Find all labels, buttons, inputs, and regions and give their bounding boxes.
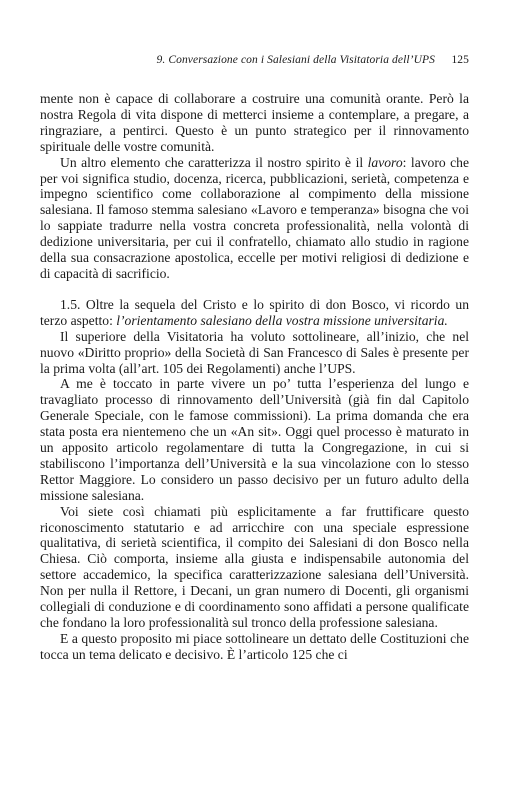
paragraph-text: Un altro elemento che caratterizza il nostro spirito è il — [60, 154, 368, 170]
paragraph-riconoscimento — [40, 504, 469, 631]
paragraph-text: mente non è capace di collaborare a costruire una comunità orante. Però la nostra Regola di vita dispone di metterci insieme a contemplare, a pregare, a ringraziare, a pentirci. Questo è un punto strategico per il rinnovamento spirituale delle vostre comunità. — [40, 91, 469, 154]
paragraph-rinnovamento — [40, 376, 469, 503]
page-number: 125 — [451, 54, 469, 66]
paragraph-continuation — [40, 91, 469, 155]
running-header — [40, 54, 469, 70]
section-1-5 — [40, 297, 469, 329]
emphasis-orientamento: l’orientamento salesiano della vostra missione universitaria. — [116, 312, 448, 328]
body-text — [40, 91, 469, 663]
paragraph-text: A me è toccato in parte vivere un po’ tutta l’esperienza del lungo e travagliato processo di rinnovamento dell’Università (già fin dal Capitolo Generale Speciale, con le famose commissioni). La prima domanda che era stata posta era nientemeno che un «An sit». Oggi quel processo è maturato in un apposito articolo regolamentare di tutta la Congregazione, in cui si stabiliscono l’importanza dell’Università e la sua vincolazione con lo stesso Rettor Maggiore. Lo considero un passo decisivo per un futuro adulto della missione salesiana. — [40, 376, 469, 503]
paragraph-text: : lavoro che per voi significa studio, docenza, ricerca, pubblicazioni, serietà, competenza e impegno scientifico come collaborazione al compimento della missione salesiana. Il famoso stemma salesiano «Lavoro e temperanza» bisogna che voi lo sappiate tradurre nella vostra concreta professionalità, nella volontà di dedizione universitaria, per cui il confratello, chiamato allo studio in ragione della sua consacrazione apostolica, eccelle per motivi religiosi di dedizione e di capacità di sacrificio. — [40, 154, 469, 281]
paragraph-lavoro — [40, 155, 469, 282]
paragraph-text: Il superiore della Visitatoria ha voluto sottolineare, all’inizio, che nel nuovo «Diritto proprio» della Società di San Francesco di Sales è presente per la prima volta (all’art. 105 dei Regolamenti) anche l’UPS. — [40, 328, 469, 376]
paragraph-costituzioni — [40, 631, 469, 663]
paragraph-text: 1.5. Oltre la sequela del Cristo e lo spirito di don Bosco, vi ricordo un terzo aspetto: — [40, 296, 469, 328]
emphasis-lavoro: lavoro — [367, 154, 403, 170]
paragraph-text: Voi siete così chiamati più esplicitamente a far fruttificare questo riconoscimento statutario e ad arricchire con una speciale espressione qualitativa, di serietà scientifica, il compito dei Salesiani di don Bosco nella Chiesa. Ciò comporta, insieme alla giusta e indispensabile autonomia del settore accademico, la specifica caratterizzazione salesiana dell’Università. Non per nulla il Rettore, i Decani, un gran numero di Docenti, gli organismi collegiali di conduzione e di coordinamento sono affidati a persone qualificate che fondano la loro professionalità sul tronco della professione salesiana. — [40, 503, 469, 630]
paragraph-text: E a questo proposito mi piace sottolineare un dettato delle Costituzioni che tocca un tema delicato e decisivo. È l’articolo 125 che ci — [40, 630, 469, 662]
paragraph-visitatoria — [40, 329, 469, 377]
chapter-title: 9. Conversazione con i Salesiani della Visitatoria dell’UPS — [156, 54, 435, 66]
